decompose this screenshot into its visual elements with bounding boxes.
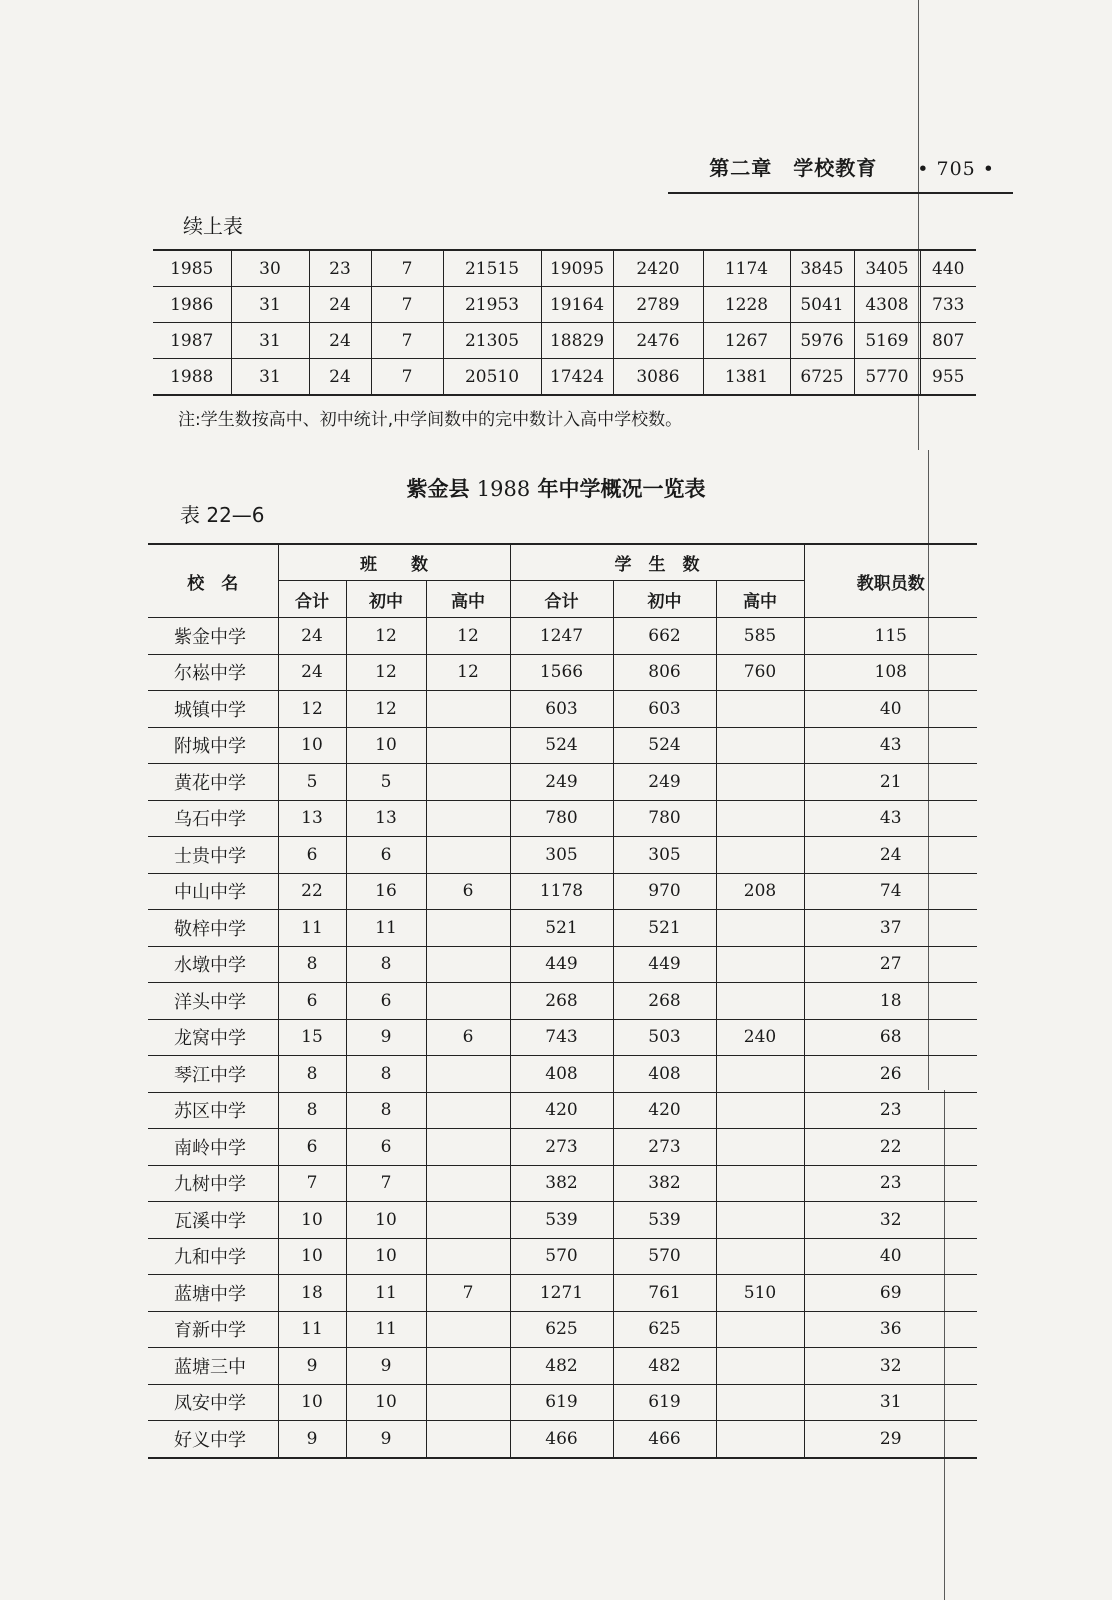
table-cell: 12 <box>426 618 510 655</box>
table-cell <box>716 1384 804 1421</box>
table-cell: 蓝塘中学 <box>148 1275 278 1312</box>
table-row <box>148 800 977 837</box>
continued-label: 续上表 <box>183 214 243 238</box>
table-cell: 31 <box>231 323 309 359</box>
table-cell: 780 <box>613 800 716 837</box>
table-cell <box>716 837 804 874</box>
table-cell <box>716 946 804 983</box>
table-cell: 524 <box>613 727 716 764</box>
header-classes-total: 合计 <box>278 581 346 618</box>
table-cell: 1247 <box>510 618 613 655</box>
table-cell: 10 <box>346 727 426 764</box>
table-row <box>148 1421 977 1458</box>
table-cell: 6 <box>426 1019 510 1056</box>
running-header <box>668 152 1013 194</box>
table-cell <box>426 910 510 947</box>
table-cell: 龙窝中学 <box>148 1019 278 1056</box>
table-cell: 4308 <box>854 287 920 323</box>
table-cell: 9 <box>346 1421 426 1458</box>
table-cell: 603 <box>510 691 613 728</box>
table-cell: 7 <box>371 359 443 396</box>
table-cell: 208 <box>716 873 804 910</box>
table-cell <box>426 1056 510 1093</box>
table-cell: 32 <box>804 1202 977 1239</box>
table-cell: 7 <box>371 323 443 359</box>
table-cell: 570 <box>613 1238 716 1275</box>
header-classes: 班 数 <box>278 544 510 581</box>
table-cell: 6 <box>278 983 346 1020</box>
table-cell: 268 <box>613 983 716 1020</box>
table-cell: 249 <box>510 764 613 801</box>
table-cell: 970 <box>613 873 716 910</box>
table-cell: 8 <box>346 1092 426 1129</box>
table-cell: 城镇中学 <box>148 691 278 728</box>
table-cell: 305 <box>613 837 716 874</box>
table-cell: 510 <box>716 1275 804 1312</box>
table-cell <box>426 1202 510 1239</box>
table-cell <box>716 1348 804 1385</box>
table-row <box>148 1165 977 1202</box>
table-cell: 806 <box>613 654 716 691</box>
table-cell: 23 <box>804 1165 977 1202</box>
table-cell: 11 <box>346 1275 426 1312</box>
table-cell: 1986 <box>153 287 231 323</box>
table-cell: 7 <box>371 250 443 287</box>
table-cell: 7 <box>371 287 443 323</box>
table-row <box>148 1019 977 1056</box>
table-cell: 9 <box>278 1421 346 1458</box>
table-cell: 好义中学 <box>148 1421 278 1458</box>
table-cell: 尔崧中学 <box>148 654 278 691</box>
table-cell: 11 <box>278 910 346 947</box>
table-row <box>148 837 977 874</box>
continued-table <box>153 249 976 396</box>
table-row <box>148 1056 977 1093</box>
table-number: 表 22—6 <box>180 503 265 527</box>
table-cell: 2789 <box>613 287 703 323</box>
table-title: 紫金县 1988 年中学概况一览表 <box>406 477 706 501</box>
table-cell <box>426 1348 510 1385</box>
header-students-junior: 初中 <box>613 581 716 618</box>
table-row <box>148 727 977 764</box>
table-row <box>148 1348 977 1385</box>
table-cell: 273 <box>510 1129 613 1166</box>
table-cell: 603 <box>613 691 716 728</box>
table-cell: 23 <box>309 250 371 287</box>
table-cell: 1985 <box>153 250 231 287</box>
table-row <box>153 323 976 359</box>
table-cell <box>716 727 804 764</box>
table-row <box>148 946 977 983</box>
table-cell <box>426 1421 510 1458</box>
table-cell: 乌石中学 <box>148 800 278 837</box>
table-cell <box>716 1056 804 1093</box>
table-cell: 10 <box>278 1384 346 1421</box>
table-cell: 20510 <box>443 359 541 396</box>
table-cell: 625 <box>613 1311 716 1348</box>
table-cell: 13 <box>346 800 426 837</box>
table-row <box>153 287 976 323</box>
table-cell: 268 <box>510 983 613 1020</box>
table-cell: 九树中学 <box>148 1165 278 1202</box>
header-students: 学 生 数 <box>510 544 804 581</box>
table-cell: 10 <box>278 1202 346 1239</box>
table-cell: 19164 <box>541 287 613 323</box>
table-cell: 16 <box>346 873 426 910</box>
table-cell <box>426 837 510 874</box>
table-cell: 6 <box>346 837 426 874</box>
table-cell: 449 <box>613 946 716 983</box>
table-cell: 31 <box>231 287 309 323</box>
table-cell <box>426 946 510 983</box>
table-cell: 625 <box>510 1311 613 1348</box>
table-cell <box>426 691 510 728</box>
table-cell: 733 <box>920 287 976 323</box>
table-cell: 24 <box>309 359 371 396</box>
table-cell: 10 <box>346 1238 426 1275</box>
table-cell: 1566 <box>510 654 613 691</box>
table-cell: 482 <box>613 1348 716 1385</box>
table-cell: 9 <box>278 1348 346 1385</box>
table-cell: 6 <box>346 1129 426 1166</box>
table-cell <box>716 764 804 801</box>
table-cell <box>716 1129 804 1166</box>
table-cell: 108 <box>804 654 977 691</box>
table-cell: 8 <box>278 1056 346 1093</box>
table-cell: 570 <box>510 1238 613 1275</box>
table-cell: 2420 <box>613 250 703 287</box>
table-cell: 3405 <box>854 250 920 287</box>
table-cell: 408 <box>613 1056 716 1093</box>
table-row <box>148 910 977 947</box>
table-cell: 743 <box>510 1019 613 1056</box>
table-cell <box>716 1238 804 1275</box>
table-cell: 19095 <box>541 250 613 287</box>
table-cell: 9 <box>346 1019 426 1056</box>
table-cell: 18 <box>278 1275 346 1312</box>
table-cell <box>426 1384 510 1421</box>
table-cell <box>716 800 804 837</box>
table-cell: 1178 <box>510 873 613 910</box>
table-cell: 21953 <box>443 287 541 323</box>
table-cell: 32 <box>804 1348 977 1385</box>
table-cell <box>716 910 804 947</box>
table-cell: 585 <box>716 618 804 655</box>
table-cell: 466 <box>510 1421 613 1458</box>
table-cell: 521 <box>510 910 613 947</box>
table-cell: 12 <box>346 654 426 691</box>
table-cell: 5770 <box>854 359 920 396</box>
table-cell: 420 <box>613 1092 716 1129</box>
table-cell: 115 <box>804 618 977 655</box>
table-cell: 21305 <box>443 323 541 359</box>
table-cell <box>716 1202 804 1239</box>
table-cell: 619 <box>510 1384 613 1421</box>
table-cell: 7 <box>426 1275 510 1312</box>
table-cell: 中山中学 <box>148 873 278 910</box>
table-row <box>148 1311 977 1348</box>
table-cell: 1987 <box>153 323 231 359</box>
table-cell <box>426 1311 510 1348</box>
table-cell: 3086 <box>613 359 703 396</box>
table-cell: 37 <box>804 910 977 947</box>
table-cell: 36 <box>804 1311 977 1348</box>
table-cell: 黄花中学 <box>148 764 278 801</box>
table-cell <box>716 691 804 728</box>
table-cell: 2476 <box>613 323 703 359</box>
table-row <box>148 1202 977 1239</box>
table-cell: 11 <box>278 1311 346 1348</box>
table-cell: 240 <box>716 1019 804 1056</box>
table-cell: 382 <box>613 1165 716 1202</box>
table-cell: 6725 <box>790 359 854 396</box>
table-cell: 24 <box>278 618 346 655</box>
table-cell: 18829 <box>541 323 613 359</box>
table-cell <box>426 983 510 1020</box>
table-cell: 12 <box>278 691 346 728</box>
table-cell: 807 <box>920 323 976 359</box>
table-cell: 紫金中学 <box>148 618 278 655</box>
table-note: 注:学生数按高中、初中统计,中学间数中的完中数计入高中学校数。 <box>178 410 683 430</box>
table-cell: 8 <box>346 946 426 983</box>
table-row <box>148 1129 977 1166</box>
table-cell: 6 <box>278 1129 346 1166</box>
table-cell: 24 <box>309 323 371 359</box>
table-cell: 12 <box>346 691 426 728</box>
table-cell <box>716 1165 804 1202</box>
table-cell: 955 <box>920 359 976 396</box>
table-cell: 539 <box>613 1202 716 1239</box>
table-cell <box>426 1129 510 1166</box>
table-cell: 凤安中学 <box>148 1384 278 1421</box>
table-cell: 24 <box>309 287 371 323</box>
table-cell: 13 <box>278 800 346 837</box>
table-row <box>148 1384 977 1421</box>
table-cell <box>716 1311 804 1348</box>
table-cell: 7 <box>278 1165 346 1202</box>
table-cell: 539 <box>510 1202 613 1239</box>
table-cell: 43 <box>804 800 977 837</box>
table-cell: 士贵中学 <box>148 837 278 874</box>
table-cell: 40 <box>804 691 977 728</box>
table-cell: 21 <box>804 764 977 801</box>
table-cell <box>426 800 510 837</box>
table-row <box>148 618 977 655</box>
table-cell: 273 <box>613 1129 716 1166</box>
chapter-title: 第二章 学校教育 <box>709 156 878 180</box>
table-row <box>148 691 977 728</box>
header-classes-senior: 高中 <box>426 581 510 618</box>
table-cell: 5 <box>346 764 426 801</box>
table-cell: 408 <box>510 1056 613 1093</box>
table-cell: 24 <box>278 654 346 691</box>
table-cell: 1381 <box>703 359 790 396</box>
table-cell: 31 <box>231 359 309 396</box>
header-classes-junior: 初中 <box>346 581 426 618</box>
school-overview-table <box>148 543 977 1459</box>
table-cell: 1174 <box>703 250 790 287</box>
table-cell: 11 <box>346 1311 426 1348</box>
table-cell: 29 <box>804 1421 977 1458</box>
table-row <box>153 250 976 287</box>
table-cell: 1267 <box>703 323 790 359</box>
table-cell: 24 <box>804 837 977 874</box>
table-cell: 8 <box>278 946 346 983</box>
table-cell: 26 <box>804 1056 977 1093</box>
table-cell: 22 <box>804 1129 977 1166</box>
table-cell: 11 <box>346 910 426 947</box>
table-cell: 7 <box>346 1165 426 1202</box>
table-cell: 5 <box>278 764 346 801</box>
table-cell: 5976 <box>790 323 854 359</box>
table-cell: 420 <box>510 1092 613 1129</box>
table-row <box>148 1275 977 1312</box>
table-cell: 5041 <box>790 287 854 323</box>
table-cell: 10 <box>346 1202 426 1239</box>
table-cell: 6 <box>278 837 346 874</box>
table-cell: 12 <box>346 618 426 655</box>
table-cell <box>426 727 510 764</box>
header-students-senior: 高中 <box>716 581 804 618</box>
table-cell: 22 <box>278 873 346 910</box>
table-cell <box>426 1238 510 1275</box>
table-cell: 8 <box>278 1092 346 1129</box>
table-cell: 305 <box>510 837 613 874</box>
table-cell: 21515 <box>443 250 541 287</box>
table-cell: 249 <box>613 764 716 801</box>
table-cell: 九和中学 <box>148 1238 278 1275</box>
table-cell: 449 <box>510 946 613 983</box>
table-cell: 1988 <box>153 359 231 396</box>
table-cell <box>716 983 804 1020</box>
table-cell: 1271 <box>510 1275 613 1312</box>
table-cell <box>716 1421 804 1458</box>
table-cell: 382 <box>510 1165 613 1202</box>
table-cell <box>426 1165 510 1202</box>
table-cell: 10 <box>346 1384 426 1421</box>
table-cell: 482 <box>510 1348 613 1385</box>
table-row <box>148 764 977 801</box>
table-cell: 瓦溪中学 <box>148 1202 278 1239</box>
table-cell: 6 <box>426 873 510 910</box>
table-cell: 敬梓中学 <box>148 910 278 947</box>
table-cell: 洋头中学 <box>148 983 278 1020</box>
table-cell: 23 <box>804 1092 977 1129</box>
table-cell: 30 <box>231 250 309 287</box>
table-row <box>148 1238 977 1275</box>
table-cell: 6 <box>346 983 426 1020</box>
table-row <box>148 873 977 910</box>
table-cell: 5169 <box>854 323 920 359</box>
table-cell: 619 <box>613 1384 716 1421</box>
table-row <box>153 359 976 396</box>
table-cell: 1228 <box>703 287 790 323</box>
table-cell: 12 <box>426 654 510 691</box>
header-school: 校 名 <box>148 544 278 618</box>
table-cell: 760 <box>716 654 804 691</box>
table-row <box>148 1092 977 1129</box>
table-cell: 10 <box>278 727 346 764</box>
page-number: • 705 • <box>917 158 995 180</box>
table-row <box>148 654 977 691</box>
table-cell: 69 <box>804 1275 977 1312</box>
table-cell: 10 <box>278 1238 346 1275</box>
table-row <box>148 983 977 1020</box>
table-cell: 524 <box>510 727 613 764</box>
table-cell: 521 <box>613 910 716 947</box>
table-cell <box>426 764 510 801</box>
table-cell: 18 <box>804 983 977 1020</box>
table-cell: 8 <box>346 1056 426 1093</box>
table-cell: 3845 <box>790 250 854 287</box>
table-cell: 17424 <box>541 359 613 396</box>
table-cell: 27 <box>804 946 977 983</box>
table-cell <box>716 1092 804 1129</box>
table-cell: 662 <box>613 618 716 655</box>
table-cell: 15 <box>278 1019 346 1056</box>
table-cell: 附城中学 <box>148 727 278 764</box>
table-cell: 琴江中学 <box>148 1056 278 1093</box>
table-cell: 43 <box>804 727 977 764</box>
table-cell: 780 <box>510 800 613 837</box>
table-cell: 466 <box>613 1421 716 1458</box>
table-cell: 74 <box>804 873 977 910</box>
table-cell: 68 <box>804 1019 977 1056</box>
table-cell: 761 <box>613 1275 716 1312</box>
table-cell: 水墩中学 <box>148 946 278 983</box>
table-cell: 育新中学 <box>148 1311 278 1348</box>
table-cell: 蓝塘三中 <box>148 1348 278 1385</box>
table-cell: 40 <box>804 1238 977 1275</box>
table-cell: 503 <box>613 1019 716 1056</box>
header-staff: 教职员数 <box>804 544 977 618</box>
header-students-total: 合计 <box>510 581 613 618</box>
table-cell: 南岭中学 <box>148 1129 278 1166</box>
table-cell <box>426 1092 510 1129</box>
table-cell: 9 <box>346 1348 426 1385</box>
table-cell: 苏区中学 <box>148 1092 278 1129</box>
table-cell: 31 <box>804 1384 977 1421</box>
table-cell: 440 <box>920 250 976 287</box>
